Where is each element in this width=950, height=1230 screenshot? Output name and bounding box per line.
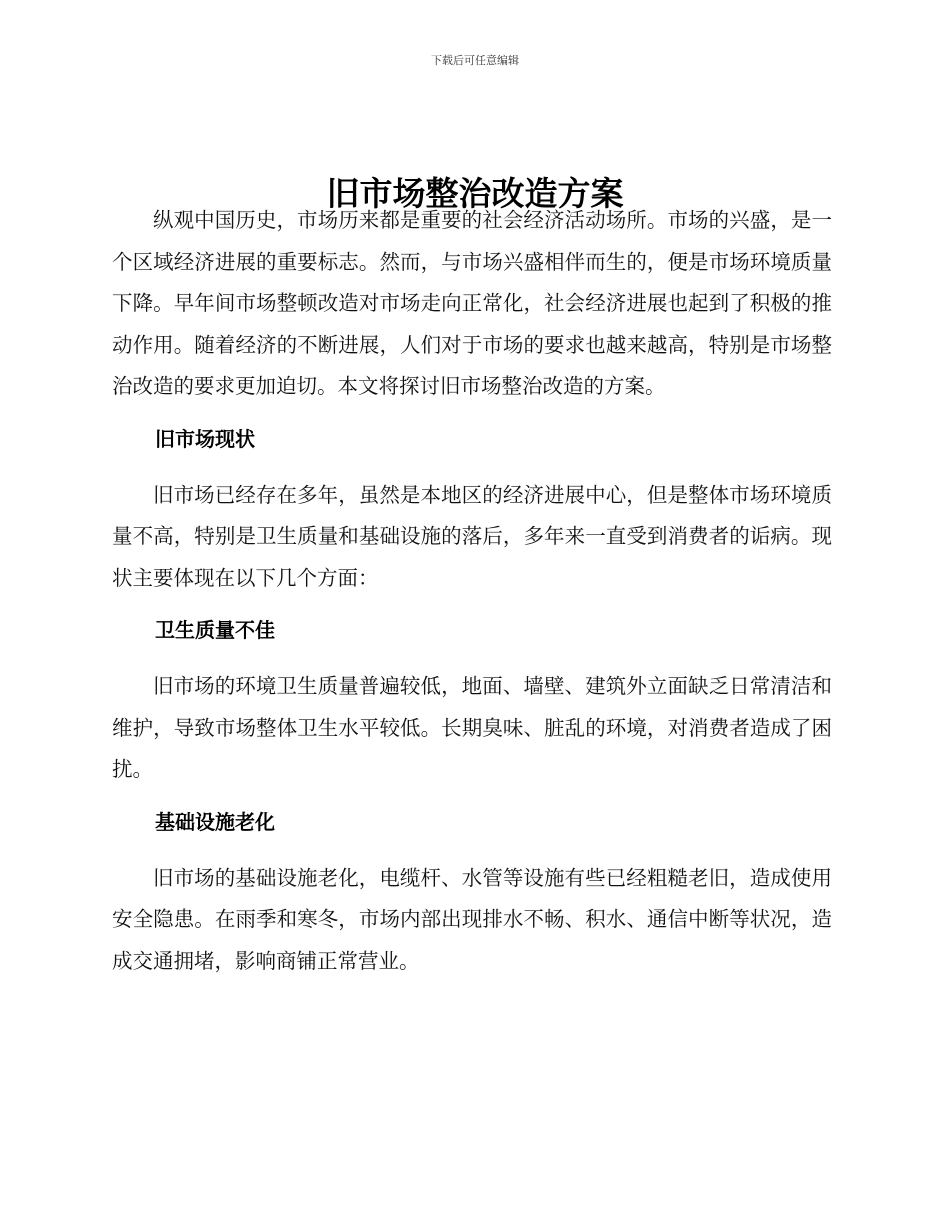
section-heading-infrastructure: 基础设施老化 (155, 809, 275, 834)
section-paragraph-current-status: 旧市场已经存在多年，虽然是本地区的经济进展中心，但是整体市场环境质量不高，特别是卫生质量和基础设施的落后，多年来一直受到消费者的诟病。现状主要体现在以下几个方面： (112, 482, 832, 590)
document-title: 旧市场整治改造方案 (326, 174, 624, 214)
section-paragraph-infrastructure: 旧市场的基础设施老化，电缆杆、水管等设施有些已经粗糙老旧，造成使用安全隐患。在雨季和寒冬，市场内部出现排水不畅、积水、通信中断等状况，造成交通拥堵，影响商铺正常营业。 (112, 865, 832, 973)
section-paragraph-sanitation: 旧市场的环境卫生质量普遍较低，地面、墙壁、建筑外立面缺乏日常清洁和维护，导致市场整体卫生水平较低。长期臭味、脏乱的环境，对消费者造成了困扰。 (112, 674, 832, 781)
document-body (112, 200, 832, 982)
header-note: 下载后可任意编辑 (431, 54, 519, 67)
intro-paragraph: 纵观中国历史，市场历来都是重要的社会经济活动场所。市场的兴盛，是一个区域经济进展的重要标志。然而，与市场兴盛相伴而生的，便是市场环境质量下降。早年间市场整顿改造对市场走向正常化，社会经济进展也起到了积极的推动作用。随着经济的不断进展，人们对于市场的要求也越来越高，特别是市场整治改造的要求更加迫切。本文将探讨旧市场整治改造的方案。 (112, 208, 832, 398)
section-heading-current-status: 旧市场现状 (155, 426, 255, 451)
section-heading-sanitation: 卫生质量不佳 (155, 618, 275, 642)
